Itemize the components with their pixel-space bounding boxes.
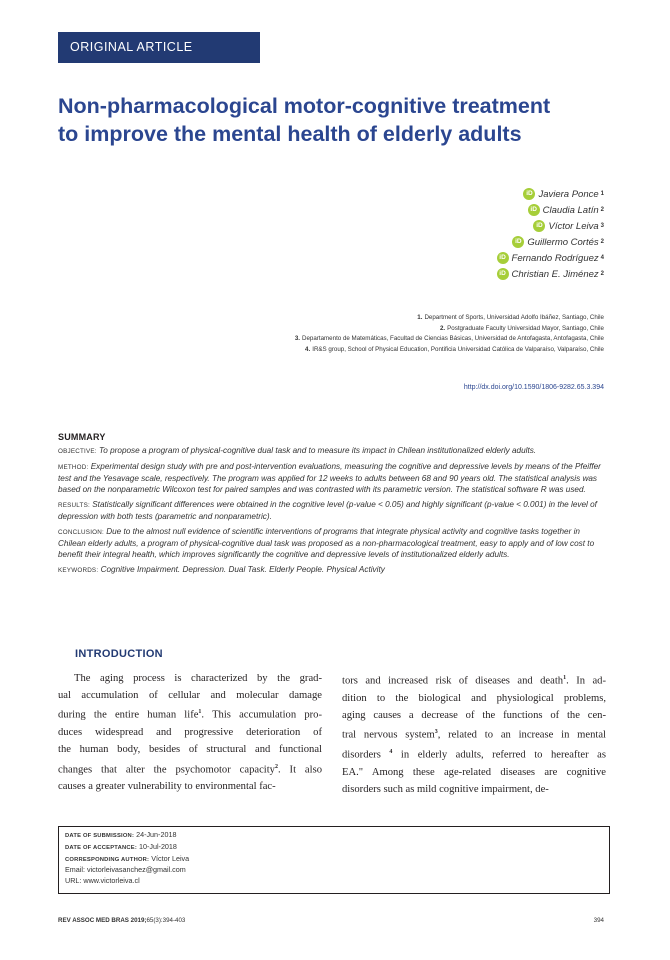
body-line-text: in elderly adults, referred to hereafter as <box>392 749 606 761</box>
body-line-text: the human body, besides of structural and functional <box>58 744 322 756</box>
body-line-text: changes that alter the psychomotor capacity <box>58 764 275 776</box>
author-affil-sup: 2 <box>600 239 604 245</box>
submission-label: DATE OF SUBMISSION: <box>65 833 135 839</box>
author-affil-sup: 3 <box>600 223 604 229</box>
section-heading-introduction: INTRODUCTION <box>75 648 163 660</box>
results-label: RESULTS: <box>58 502 90 509</box>
author-name: Fernando Rodríguez <box>511 252 599 264</box>
article-type-banner: ORIGINAL ARTICLE <box>58 32 260 63</box>
body-column-right <box>342 670 606 798</box>
orcid-icon[interactable]: iD <box>497 252 509 264</box>
body-line <box>342 744 606 764</box>
affiliation-item <box>295 345 604 356</box>
journal-footer <box>58 917 185 924</box>
conclusion-text: Due to the almost null evidence of scientific interventions of programs that integrate physical activity and cognitive tasks together in Chilean elderly adults, a program of physical-cognitive dual task was proposed as a non-pharmacological treatment, easy to apply and of low cost to benefit their integral health, which improves significantly the cognitive and depressive levels of institutionalized elderly adults. <box>58 527 595 559</box>
acceptance-label: DATE OF ACCEPTANCE: <box>65 844 137 851</box>
body-line <box>58 670 322 687</box>
body-line <box>58 778 322 795</box>
keywords-text: Cognitive Impairment. Depression. Dual Task. Elderly People. Physical Activity <box>100 565 385 574</box>
orcid-icon[interactable]: iD <box>512 236 524 248</box>
article-info-box <box>58 826 610 894</box>
affiliation-number: 4. <box>305 345 311 353</box>
keywords-label: KEYWORDS: <box>58 567 99 574</box>
body-line-text: , related to an increase in mental <box>437 729 606 741</box>
body-line-text: tors and increased risk of diseases and death <box>342 675 564 687</box>
body-line-text: EA." Among these age-related diseases are cognitive <box>342 766 606 778</box>
body-line <box>58 704 322 724</box>
author-item[interactable] <box>497 218 604 234</box>
author-name: Víctor Leiva <box>548 220 599 232</box>
author-affil-sup: 1 <box>600 191 604 197</box>
body-line-text: The aging process is characterized by the grad- <box>74 673 322 684</box>
body-line-text: disorders such as mild cognitive impairment, de- <box>342 783 549 795</box>
corresponding-value: Víctor Leiva <box>151 853 190 863</box>
orcid-icon[interactable]: iD <box>533 220 545 232</box>
body-line-text: . It also <box>277 764 322 776</box>
body-line-text: dition to the biological and physiological problems, <box>342 692 606 704</box>
body-line <box>342 707 606 724</box>
author-name: Claudia Latín <box>542 204 599 216</box>
affiliation-number: 3. <box>294 335 301 342</box>
affiliation-number: 2. <box>439 324 446 332</box>
author-name: Christian E. Jiménez <box>511 268 599 280</box>
body-line <box>342 670 606 690</box>
journal-name: REV ASSOC MED BRAS 2019; <box>58 917 147 924</box>
body-column-left <box>58 670 322 795</box>
author-name: Guillermo Cortés <box>527 236 599 248</box>
citation-sup: 3 <box>434 729 438 736</box>
acceptance-date <box>65 842 603 854</box>
body-line <box>342 764 606 781</box>
body-line-text: causes a greater vulnerability to environmental fac- <box>58 781 276 793</box>
body-line-text: aging causes a decrease of the functions of the cen- <box>342 709 606 721</box>
author-name: Javiera Ponce <box>538 188 599 200</box>
body-line <box>58 759 322 779</box>
title-line: Non-pharmacological motor-cognitive treatment <box>58 94 551 118</box>
conclusion-label: CONCLUSION: <box>58 529 104 536</box>
citation-sup: 2 <box>274 763 278 770</box>
affiliation-text: Department of Sports, Universidad Adolfo Ibáñez, Santiago, Chile <box>424 314 604 321</box>
body-line-text: tral nervous system <box>342 729 435 741</box>
body-line-text: duces widespread and progressive deterioration of <box>58 727 322 739</box>
orcid-icon[interactable]: iD <box>497 268 509 280</box>
summary-section <box>58 432 608 580</box>
body-line <box>342 690 606 707</box>
affiliation-item <box>295 334 604 345</box>
body-line <box>58 724 322 741</box>
affiliation-item <box>295 324 604 335</box>
body-line <box>342 781 606 798</box>
objective-label: OBJECTIVE: <box>58 448 97 455</box>
article-title <box>58 92 618 148</box>
author-affil-sup: 2 <box>600 207 604 213</box>
affiliation-text: IR&S group, School of Physical Education, Pontificia Universidad Católica de Valparaíso, Valparaíso, Chile <box>312 345 604 353</box>
author-item[interactable] <box>497 266 604 282</box>
corresponding-author <box>65 854 603 866</box>
citation-sup: 1 <box>563 675 567 681</box>
body-line <box>58 741 322 758</box>
summary-objective <box>58 445 608 457</box>
affiliation-list <box>295 313 604 355</box>
author-item[interactable] <box>497 186 604 202</box>
author-list <box>497 186 604 282</box>
author-email[interactable]: Email: victorleivasanchez@gmail.com <box>65 865 186 875</box>
orcid-icon[interactable]: iD <box>528 204 540 216</box>
objective-text: To propose a program of physical-cognitive dual task and to measure its impact in Chilean institutionalized elderly adults. <box>99 446 537 455</box>
orcid-icon[interactable]: iD <box>523 188 535 200</box>
body-line <box>342 724 606 744</box>
acceptance-value: 10-Jul-2018 <box>138 841 177 851</box>
doi-link[interactable]: http://dx.doi.org/10.1590/1806-9282.65.3.394 <box>463 384 604 391</box>
summary-heading: SUMMARY <box>58 432 106 442</box>
summary-results <box>58 499 608 522</box>
affiliation-item <box>295 313 604 324</box>
body-line-text: disorders <box>342 749 390 761</box>
summary-conclusion <box>58 526 608 560</box>
submission-date <box>65 830 603 842</box>
author-item[interactable] <box>497 234 604 250</box>
body-line-text: . This accumulation pro- <box>201 709 322 721</box>
citation-sup: 1 <box>198 709 202 716</box>
author-url[interactable]: URL: www.victorleiva.cl <box>65 876 140 886</box>
author-item[interactable] <box>497 202 604 218</box>
body-line-text: . In ad- <box>566 675 606 687</box>
body-line-text: during the entire human life <box>58 709 199 721</box>
method-label: METHOD: <box>58 464 89 471</box>
citation-sup: 4 <box>389 748 393 755</box>
author-affil-sup: 2 <box>600 271 604 277</box>
title-line: to improve the mental health of elderly adults <box>58 122 522 146</box>
page-number: 394 <box>593 917 604 924</box>
author-affil-sup: 4 <box>600 255 604 261</box>
affiliation-text: Postgraduate Faculty Universidad Mayor, Santiago, Chile <box>447 324 604 332</box>
affiliation-number: 1. <box>417 314 423 321</box>
corresponding-label: CORRESPONDING AUTHOR: <box>65 856 150 863</box>
summary-keywords <box>58 564 608 576</box>
author-item[interactable] <box>497 250 604 266</box>
journal-citation: 65(3):394-403 <box>146 917 186 924</box>
summary-method <box>58 461 608 495</box>
affiliation-text: Departamento de Matemáticas, Facultad de Ciencias Básicas, Universidad de Antofagasta, Antofagasta, Chile <box>302 335 604 342</box>
submission-value: 24-Jun-2018 <box>136 830 177 839</box>
method-text: Experimental design study with pre and post-intervention evaluations, measuring the cognitive and depressive levels by means of the Pfeiffer test and the Yesavage scale, respectively. The program was applied for 12 weeks to adults between 68 and 90 years old. The statistical analysis was based on the nonparametric Wilcoxon test for paired samples and was contrasted with its parametric version. The statistical software R was used. <box>58 462 601 494</box>
body-line <box>58 687 322 704</box>
body-line-text: ual accumulation of cellular and molecular damage <box>58 690 322 702</box>
results-text: Statistically significant differences were obtained in the cognitive level (p-value < 0.05) and highly significant (p-value < 0.001) in the level of depression with both tests (parametric and nonparametric). <box>58 500 597 521</box>
